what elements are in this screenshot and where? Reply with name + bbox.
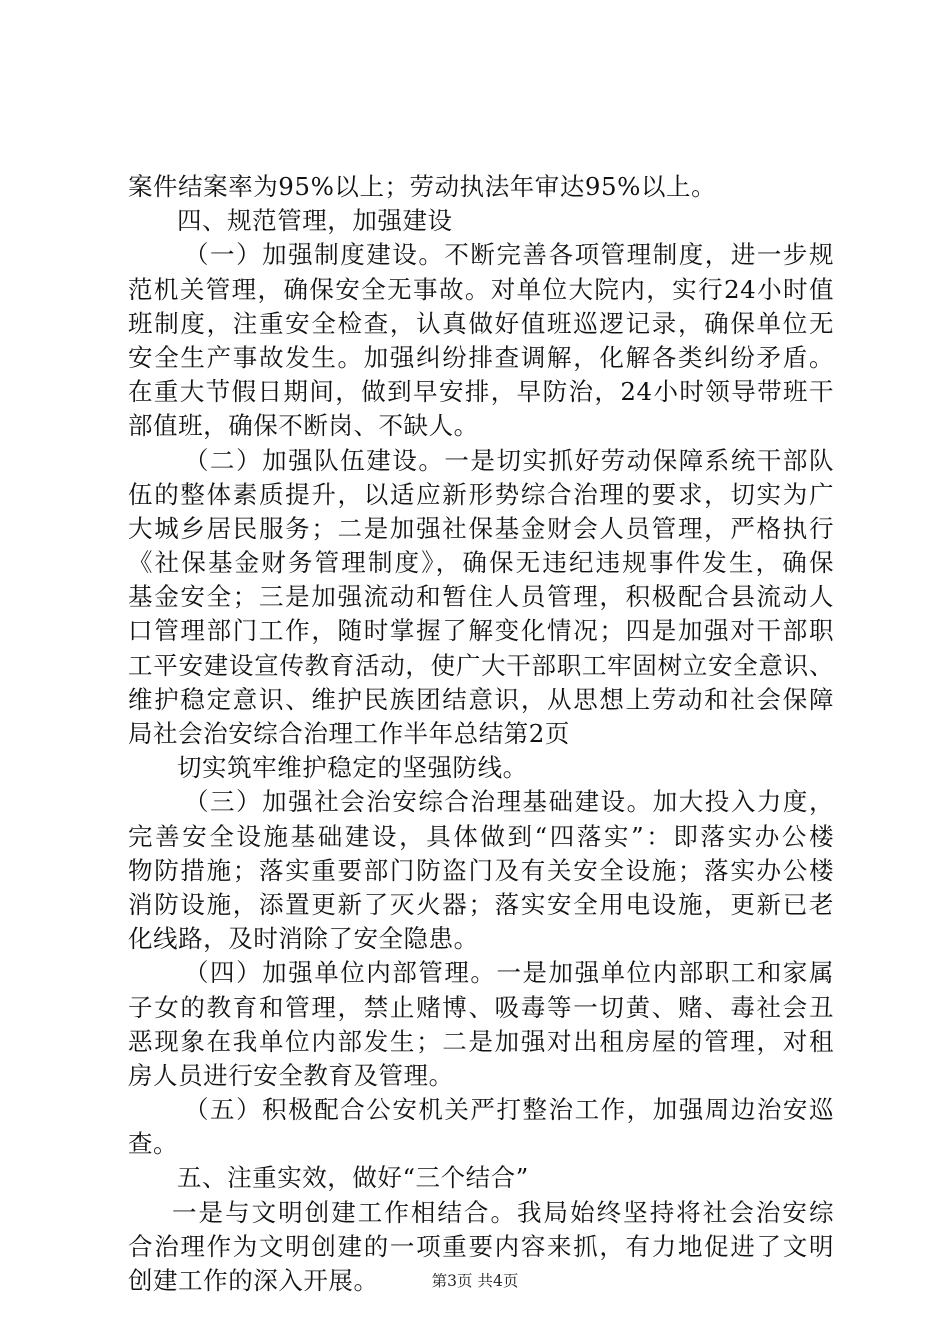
text-line: 工平安建设宣传教育活动，使广大干部职工牢固树立安全意识、 — [128, 650, 834, 680]
text-line: 局社会治安综合治理工作半年总结第2页 — [128, 719, 570, 748]
text-line: 一是与文明创建工作相结合。我局始终坚持将社会治安综 — [172, 1197, 834, 1227]
text-line: 《社保基金财务管理制度》，确保无违纪违规事件发生，确保 — [128, 548, 834, 578]
section-line: 四、规范管理，加强建设 — [177, 206, 453, 236]
text-line: 伍的整体素质提升，以适应新形势综合治理的要求，切实为广 — [128, 479, 834, 509]
text-line: 在重大节假日期间，做到早安排，早防治，24小时领导带班干 — [128, 377, 834, 407]
section-line: 切实筑牢维护稳定的坚强防线。 — [177, 753, 528, 783]
text-line: 物防措施；落实重要部门防盗门及有关安全设施；落实办公楼 — [128, 855, 834, 885]
text-line: 维护稳定意识、维护民族团结意识，从思想上劳动和社会保障 — [128, 684, 834, 714]
text-line: 基金安全；三是加强流动和暂住人员管理，积极配合县流动人 — [128, 582, 834, 612]
text-line: 口管理部门工作，随时掌握了解变化情况；四是加强对干部职 — [128, 616, 834, 646]
text-line: 班制度，注重安全检查，认真做好值班巡逻记录，确保单位无 — [128, 308, 834, 338]
text-line: 化线路，及时消除了安全隐患。 — [128, 924, 479, 954]
text-line: 消防设施，添置更新了灭火器；落实安全用电设施，更新已老 — [128, 889, 834, 919]
text-line: 案件结案率为95%以上；劳动执法年审达95%以上。 — [128, 172, 717, 201]
text-line: （五）积极配合公安机关严打整治工作，加强周边治安巡 — [184, 1095, 834, 1125]
text-line: 恶现象在我单位内部发生；二是加强对出租房屋的管理，对租 — [128, 1026, 834, 1056]
text-line: 查。 — [128, 1129, 179, 1159]
text-line: 完善安全设施基础建设，具体做到“四落实”：即落实办公楼 — [128, 821, 834, 851]
text-line: 创建工作的深入开展。 — [128, 1266, 379, 1295]
page-footer: 第3页 共4页 — [431, 1272, 519, 1290]
text-line: 房人员进行安全教育及管理。 — [128, 1060, 454, 1090]
text-line: （二）加强队伍建设。一是切实抓好劳动保障系统干部队 — [184, 445, 834, 475]
text-line: 大城乡居民服务；二是加强社保基金财会人员管理，严格执行 — [128, 513, 834, 543]
text-line: 子女的教育和管理，禁止赌博、吸毒等一切黄、赌、毒社会丑 — [128, 992, 834, 1022]
section-line: 五、注重实效，做好“三个结合” — [177, 1163, 529, 1193]
document-body — [128, 170, 834, 1298]
text-line: （一）加强制度建设。不断完善各项管理制度，进一步规 — [184, 240, 834, 270]
text-line: 范机关管理，确保安全无事故。对单位大院内，实行24小时值 — [128, 274, 834, 304]
text-line: 合治理作为文明创建的一项重要内容来抓，有力地促进了文明 — [128, 1231, 834, 1261]
text-line: （四）加强单位内部管理。一是加强单位内部职工和家属 — [184, 958, 834, 988]
text-line: 部值班，确保不断岗、不缺人。 — [128, 411, 479, 441]
text-line: 安全生产事故发生。加强纠纷排查调解，化解各类纠纷矛盾。 — [128, 342, 834, 372]
text-line: （三）加强社会治安综合治理基础建设。加大投入力度， — [184, 787, 834, 817]
